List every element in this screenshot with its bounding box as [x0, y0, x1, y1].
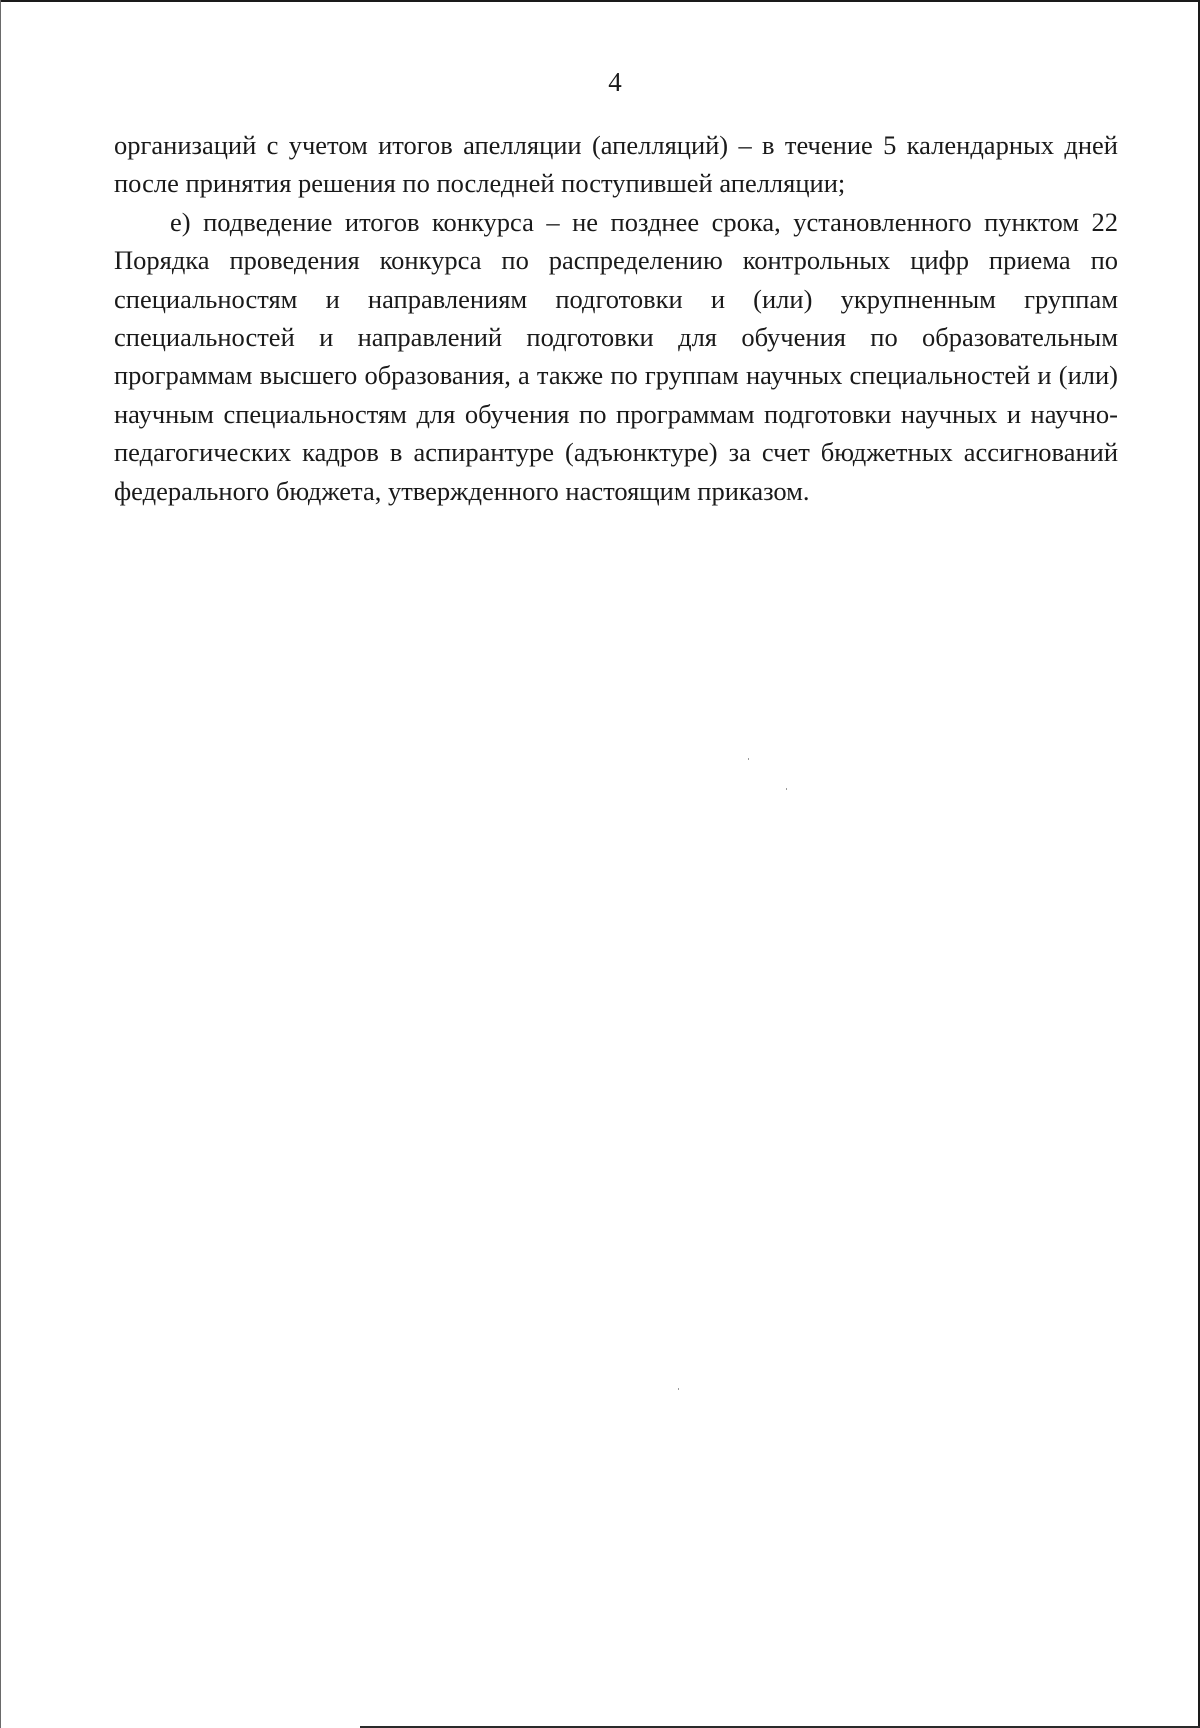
scan-speck [678, 1388, 679, 1390]
scan-speck [786, 788, 787, 790]
scan-edge-top [0, 0, 1200, 2]
paragraph-continuation: организаций с учетом итогов апелляции (апелляций) – в течение 5 календарных дней после принятия решения по последней поступившей апелляции; [114, 130, 1118, 199]
page-number: 4 [608, 67, 622, 97]
scan-edge-left [0, 0, 1, 1728]
scan-speck [748, 758, 749, 760]
paragraph-item-e: е) подведение итогов конкурса – не позднее срока, установленного пунктом 22 Порядка проведения конкурса по распределению контрольных цифр приема по специальностям и направлениям подготовки и (или) укрупненным группам специальностей и направлений подготовки для обучения по образовательным программам высшего образования, а также по группам научных специальностей и (или) научным специальностям для обучения по программам подготовки научных и научно-педагогических кадров в аспирантуре (адъюнктуре) за счет бюджетных ассигнований федерального бюджета, утвержденного настоящим приказом. [114, 206, 1118, 506]
document-body [114, 126, 1118, 510]
